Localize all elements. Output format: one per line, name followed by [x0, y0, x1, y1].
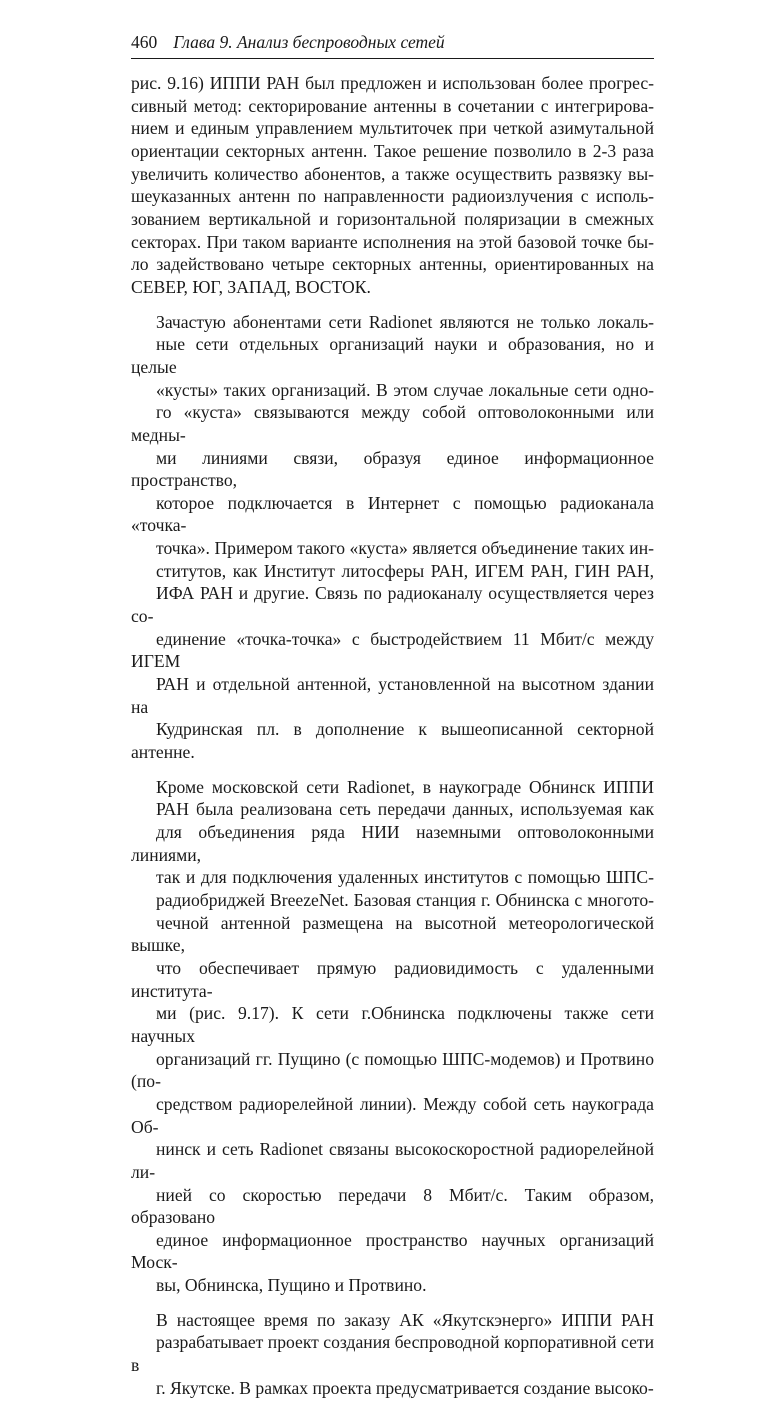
text-line: радиобриджей BreezeNet. Базовая станция г. Обнинска с многото-	[156, 889, 654, 910]
text-line: увеличить количество абонентов, а также осуществить развязку вы-	[131, 163, 654, 184]
text-line: В настоящее время по заказу АК «Якутскэнерго» ИППИ РАН	[156, 1309, 654, 1330]
text-line: рис. 9.16) ИППИ РАН был предложен и использован более прогрес-	[131, 73, 654, 93]
text-line: РАН была реализована сеть передачи данных, используемая как	[156, 799, 654, 820]
text-line: точка». Примером такого «куста» является объединение таких ин-	[156, 538, 654, 559]
text-line: чечной антенной размещена на высотной метеорологической вышке,	[131, 912, 654, 956]
running-head	[131, 30, 654, 59]
text-line: ориентации секторных антенн. Такое решение позволило в 2-3 раза	[131, 140, 654, 161]
text-line: организаций гг. Пущино (с помощью ШПС-модемов) и Протвино (по-	[131, 1048, 654, 1092]
body-text	[131, 72, 654, 1399]
text-line: сивный метод: секторирование антенны в сочетании с интегрирова-	[131, 95, 654, 116]
text-line: го «куста» связываются между собой оптоволоконными или медны-	[131, 402, 654, 445]
text-line: зованием вертикальной и горизонтальной поляризации в смежных	[131, 208, 654, 229]
text-line: единое информационное пространство научных организаций Моск-	[131, 1229, 654, 1273]
text-line: разрабатывает проект создания беспроводной корпоративной сети в	[131, 1332, 654, 1376]
text-line: ми линиями связи, образуя единое информационное пространство,	[131, 447, 654, 491]
text-line: ми (рис. 9.17). К сети г.Обнинска подключены также сети научных	[131, 1003, 654, 1046]
text-line: вы, Обнинска, Пущино и Протвино.	[156, 1275, 427, 1296]
text-line: ло задействовано четыре секторных антенны, ориентированных на	[131, 254, 654, 275]
text-line: нинск и сеть Radionet связаны высокоскоростной радиорелейной ли-	[131, 1139, 654, 1182]
text-line: Кроме московской сети Radionet, в наукограде Обнинск ИППИ	[156, 776, 654, 797]
page-number: 460	[131, 32, 158, 52]
text-line: СЕВЕР, ЮГ, ЗАПАД, ВОСТОК.	[131, 276, 371, 297]
text-line: нией со скоростью передачи 8 Мбит/с. Таким образом, образовано	[131, 1184, 654, 1228]
text-line: шеуказанных антенн по направленности радиоизлучения с исполь-	[131, 186, 654, 207]
chapter-title: Глава 9. Анализ беспроводных сетей	[173, 32, 445, 52]
paragraph-continued	[131, 72, 654, 299]
text-line: Зачастую абонентами сети Radionet являются не только локаль-	[156, 311, 654, 332]
text-line: которое подключается в Интернет с помощью радиоканала «точка-	[131, 492, 654, 536]
text-line: «кусты» таких организаций. В этом случае локальные сети одно-	[156, 379, 654, 400]
text-line: ные сети отдельных организаций науки и образования, но и целые	[131, 334, 654, 377]
paragraph-yakutsk-project	[131, 1309, 654, 1400]
text-line: ститутов, как Институт литосферы РАН, ИГЕМ РАН, ГИН РАН,	[156, 560, 654, 581]
text-line: так и для подключения удаленных институтов с помощью ШПС-	[156, 867, 654, 888]
text-line: секторах. При таком варианте исполнения на этой базовой точке бы-	[131, 231, 654, 252]
text-line: ИФА РАН и другие. Связь по радиоканалу осуществляется через со-	[131, 583, 654, 627]
paragraph-obninsk-network	[131, 776, 654, 1297]
text-line: средством радиорелейной линии). Между собой сеть наукограда Об-	[131, 1093, 654, 1137]
text-line: Кудринская пл. в дополнение к вышеописанной секторной антенне.	[131, 719, 654, 763]
text-line: единение «точка-точка» с быстродействием 11 Мбит/с между ИГЕМ	[131, 628, 654, 672]
paragraph-radionet-clusters	[131, 311, 654, 764]
text-line: нием и единым управлением мультиточек при четкой азимутальной	[131, 118, 654, 139]
text-line: что обеспечивает прямую радиовидимость с удаленными института-	[131, 957, 654, 1001]
text-line: г. Якутске. В рамках проекта предусматривается создание высоко-	[156, 1377, 654, 1398]
text-line: РАН и отдельной антенной, установленной на высотном здании на	[131, 674, 654, 717]
text-line: для объединения ряда НИИ наземными оптоволоконными линиями,	[131, 822, 654, 865]
book-page	[131, 30, 654, 1411]
